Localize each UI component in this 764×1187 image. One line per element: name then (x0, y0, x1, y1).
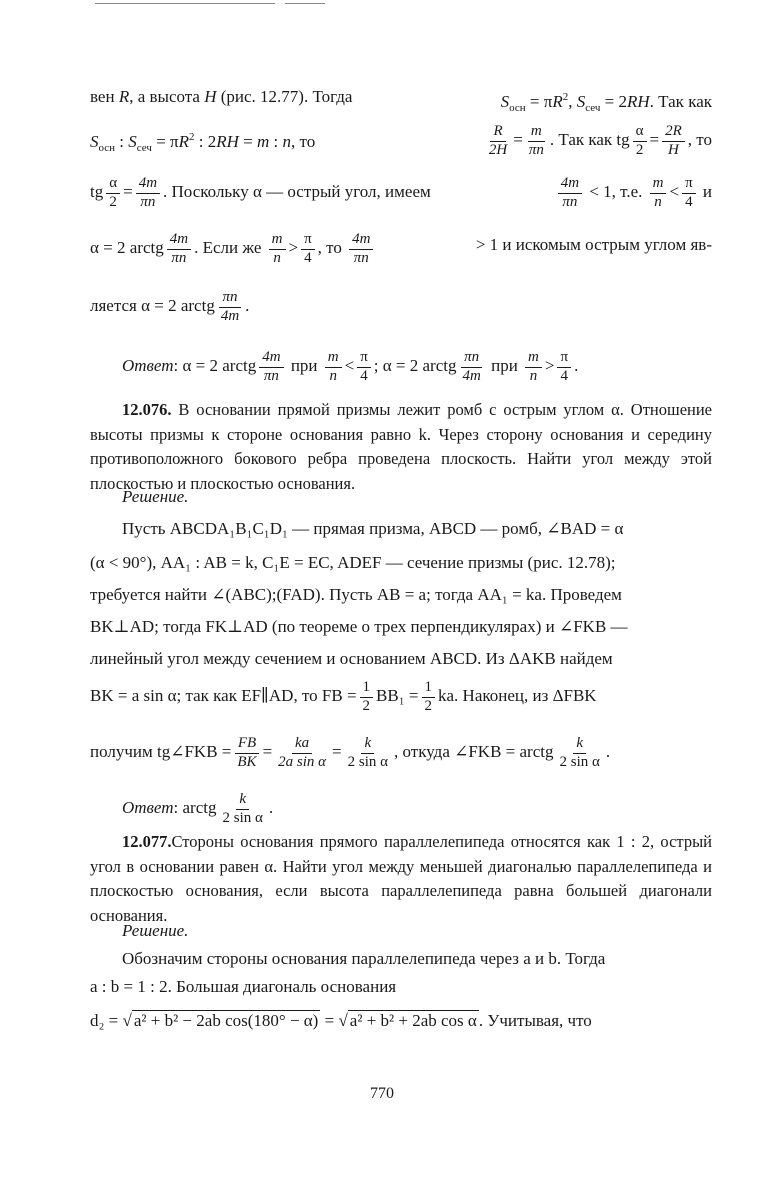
problem-12-077 (90, 830, 712, 928)
fraction: $\frac{\pi}{4}$ (557, 350, 571, 385)
fraction: $\frac{ka}{\text{2a sin α}}$ (278, 735, 327, 770)
top-rule (95, 3, 275, 4)
fraction: $\frac{m}{n}$ (269, 232, 286, 267)
solution-line-3: требуется найти ∠(ABC);(FAD). Пусть AB = a; тогда AA₁ = ka. Проведем (90, 585, 622, 604)
fraction: $\frac{1}{2}$ (422, 680, 436, 715)
fraction: $\frac{4m}{\pi n}$ (136, 176, 160, 211)
solution-line-4: BK⊥AD; тогда FK⊥AD (по теореме о трех перпендикулярах) и ∠FKB — (90, 617, 628, 636)
fraction: $\frac{\pi}{4}$ (682, 176, 696, 211)
fraction: $\frac{m}{n}$ (325, 350, 342, 385)
fraction: $\frac{\pi n}{4m}$ (462, 349, 481, 384)
fraction: $\frac{2R}{H}$ (662, 124, 685, 159)
fraction: $\frac{k}{\text{2 sin α}}$ (222, 791, 263, 826)
fraction: $\frac{\alpha}{2}$ (106, 176, 120, 211)
fraction: $\frac{4m}{\pi n}$ (349, 232, 373, 267)
radical: a² + b² + 2ab cos α (349, 1011, 477, 1030)
solution-line-2: (α < 90°), AA₁ : AB = k, C₁E = EC, ADEF — сечение призмы (рис. 12.78); (90, 553, 616, 572)
problem-number: 12.076. (122, 400, 172, 419)
text-line-4: α = 2 arctg $\frac{4m}{\pi n}$ . Если же $\frac{m}{n}$ > $\frac{\pi}{4}$ , то $\frac{4m}{\pi n}$ > 1 и искомым острым углом яв- (90, 231, 712, 266)
solution-line-6: BK = a sin α; так как EF∥AD, то FB = $\frac{1}{2}$ BB₁ = $\frac{1}{2}$ ka. Наконец, из ΔFBK (90, 679, 597, 714)
fraction: $\frac{\pi n}{4m}$ (220, 289, 240, 324)
text-line-2: $S_{осн}$ : $S_{сеч} = \pi R^2$ : 2RH = m : n, то $\frac{R}{2H}$ = $\frac{m}{\pi n}$ . Так как tg $\frac{\alpha}{2}$ = $\frac{2R}{H}$ , то (90, 123, 712, 158)
fraction: $\frac{k}{\text{2 sin α}}$ (347, 735, 389, 770)
problem-number: 12.077. (122, 832, 172, 851)
text-line-1: вен R, а высота H (рис. 12.77). Тогда $S_{осн} = \pi R^2$, $S_{сеч} = 2RH$. Так как (90, 87, 712, 114)
answer-2: Ответ: arctg $\frac{k}{\text{2 sin α}}$ . (122, 791, 274, 826)
fraction: $\frac{k}{\text{2 sin α}}$ (559, 735, 600, 770)
top-rule-short (285, 3, 325, 4)
solution2-line-2: a : b = 1 : 2. Большая диагональ основания (90, 977, 397, 996)
fraction: $\frac{1}{2}$ (360, 680, 374, 715)
problem-12-076 (90, 398, 712, 496)
fraction: $\frac{FB}{BK}$ (234, 736, 259, 771)
fraction: $\frac{\alpha}{2}$ (633, 124, 647, 159)
solution-line-1: Пусть ABCDA₁B₁C₁D₁ — прямая призма, ABCD — ромб, ∠BAD = α (122, 519, 624, 538)
problem-text: Стороны основания прямого параллелепипеда относятся как 1 : 2, острый угол в основании равен α. Найти угол между меньшей диагональю параллелепипеда и плоскостью основания, если высота параллелепипеда равна большей диагонали основания. (90, 832, 712, 925)
fraction: $\frac{m}{n}$ (650, 176, 667, 211)
fraction: $\frac{R}{2H}$ (488, 123, 508, 158)
solution2-line-3: d₂ = √ a² + b² − 2ab cos(180° − α) = √ a² + b² + 2ab cos α . Учитывая, что (90, 1011, 592, 1030)
solution-line-7: получим tg∠FKB = $\frac{FB}{BK}$ = $\frac{ka}{\text{2a sin α}}$ = $\frac{k}{\text{2 sin α}}$ , откуда ∠FKB = arctg $\frac{k}{\text{2 sin α}}$ . (90, 735, 611, 770)
solution-label: Решение. (122, 487, 189, 506)
page-number: 770 (370, 1085, 394, 1102)
fraction: $\frac{\pi}{4}$ (357, 350, 371, 385)
solution-line-5: линейный угол между сечением и основанием ABCD. Из ΔAKB найдем (90, 649, 613, 668)
fraction: $\frac{4m}{\pi n}$ (259, 350, 283, 385)
solution-label-2: Решение. (122, 921, 189, 940)
fraction: $\frac{4m}{\pi n}$ (167, 232, 191, 267)
fraction: $\frac{m}{\pi n}$ (528, 123, 544, 158)
fraction: $\frac{4m}{\pi n}$ (558, 176, 582, 211)
fraction: $\frac{m}{n}$ (525, 350, 542, 385)
radical: a² + b² − 2ab cos(180° − α) (133, 1011, 319, 1030)
problem-text: В основании прямой призмы лежит ромб с острым углом α. Отношение высоты призмы к стороне основания равно k. Через сторону основания и середину противоположного бокового ребра проведена плоскость. Найти угол между этой плоскостью и плоскостью основания. (90, 400, 712, 493)
solution2-line-1: Обозначим стороны основания параллелепипеда через a и b. Тогда (122, 949, 606, 968)
text-line-5: ляется α = 2 arctg $\frac{\pi n}{4m}$ . (90, 289, 250, 324)
answer-1: Ответ: α = 2 arctg $\frac{4m}{\pi n}$ при $\frac{m}{n}$ < $\frac{\pi}{4}$ ; α = 2 arctg $\frac{\pi n}{4m}$ при $\frac{m}{n}$ > $\frac{\pi}{4}$ . (122, 349, 579, 384)
fraction: $\frac{\pi}{4}$ (301, 232, 315, 267)
text-line-3: tg $\frac{\alpha}{2}$ = $\frac{4m}{\pi n}$ . Поскольку α — острый угол, имеем $\frac{4m}{\pi n}$ < 1, т.е. $\frac{m}{n}$ < $\frac{\pi}{4}$ и (90, 175, 712, 210)
